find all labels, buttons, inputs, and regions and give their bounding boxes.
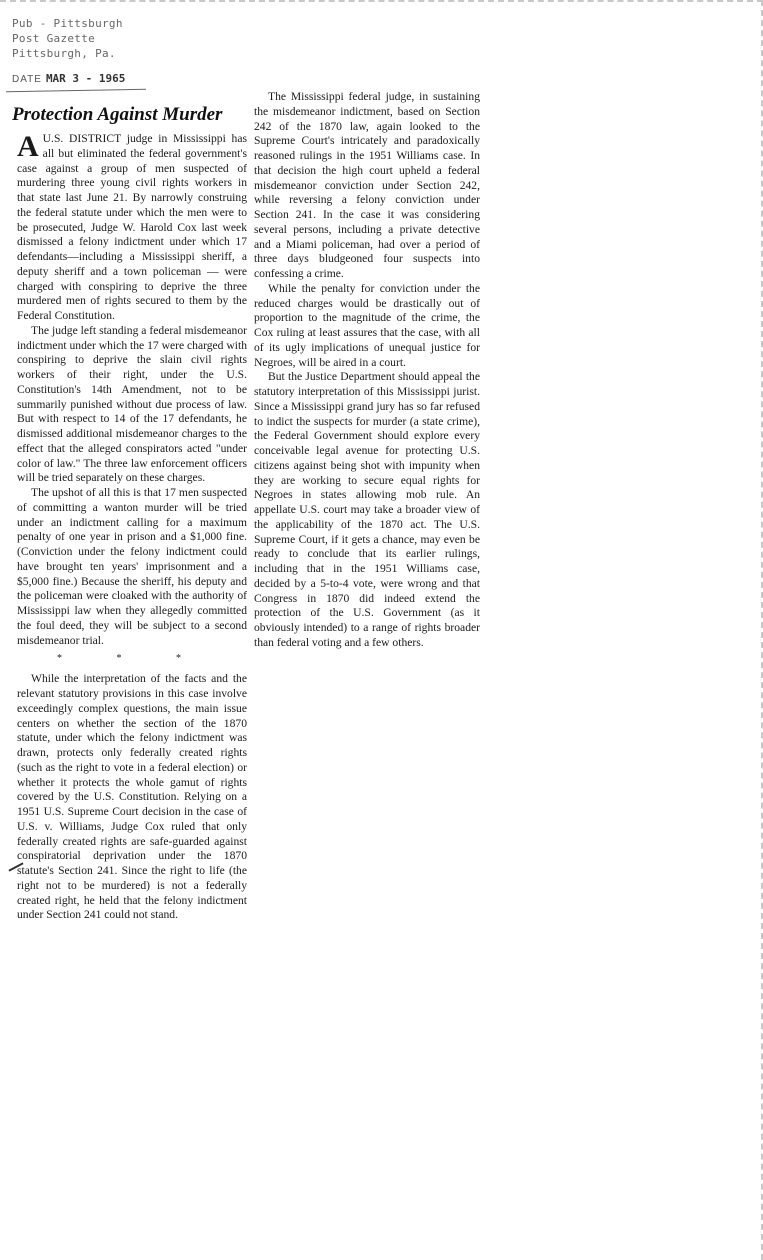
date-label: DATE [12, 74, 42, 85]
drop-cap: A [17, 130, 39, 163]
paragraph: The Mississippi federal judge, in sustaining the misdemeanor indictment, based on Section 242 of the 1870 law, again looked to the Supreme Court's intricately and paradoxically reasoned rulings in the 1951 Williams case. In that decision the high court upheld a federal misdemeanor conviction under Section 242, while reversing a felony conviction under Section 241. In the case it was considering several persons, including a private detective and a Miami policeman, had over a period of three days bludgeoned four suspects into confessing a crime. [254, 90, 480, 280]
page-top-edge [0, 0, 763, 5]
paragraph: While the interpretation of the facts and the relevant statutory provisions in this case involve exceedingly complex questions, the main issue centers on whether the section of the 1870 statute, under which the felony indictment was drawn, protects only federally created rights (such as the right to vote in a federal election) or whether it protects the whole gamut of rights covered by the U.S. Constitution. Relying on a 1951 U.S. Supreme Court decision in the case of U.S. v. Williams, Judge Cox ruled that only federally created rights are safe-guarded against conspiratorial deprivation under the 1870 statute's Section 241. Since the right to life (the right not to be murdered) is not a federally created right, he held that the felony indictment under Section 241 could not stand. [17, 672, 247, 922]
page-right-edge [758, 0, 763, 1260]
paragraph: But the Justice Department should appeal the statutory interpretation of this Mississippi jurist. Since a Mississippi grand jury has so far refused to indict the suspects for murder (a state crime), the Federal Government should explore every conceivable legal avenue for protecting U.S. citizens against being shot with impunity when they are working to secure equal rights for Negroes in states allowing mob rule. An appellate U.S. court may take a broader view of the applicability of the 1870 act. The U.S. Supreme Court, if it gets a chance, may even be ready to conclude that its earlier rulings, including that in the 1951 Williams case, decided by a 5-to-4 vote, were wrong and that Congress in 1870 did indeed extend the protection of the U.S. Government (as it obviously intended) to a range of rights broader than federal voting and a few others. [254, 370, 480, 649]
date-underline [6, 89, 146, 92]
stamp-paper: Post Gazette [12, 32, 96, 45]
article-column-2 [254, 90, 480, 651]
paragraph: While the penalty for conviction under the reduced charges would be drastically out of proportion to the magnitude of the crime, the Cox ruling at least assures that the case, with all of its ugly implications of unequal justice for Negroes, will be aired in a court. [254, 281, 480, 369]
paragraph: A U.S. DISTRICT judge in Mississippi has all but eliminated the federal government's case against a group of men suspected of murdering three young civil rights workers in that state last June 21. By narrowly construing the federal statute under which the men were to be prosecuted, Judge W. Harold Cox last week dismissed a felony indictment under which 17 defendants—including a Mississippi sheriff, a deputy sheriff and a town policeman — were charged with conspiring to deprive the three murdered men of rights secured to them by the Federal Constitution. [17, 130, 247, 322]
article-headline: Protection Against Murder [12, 104, 223, 125]
paragraph: The judge left standing a federal misdemeanor indictment under which the 17 were charged with conspiring to deprive the slain civil rights workers of their right, under the U.S. Constitution's 14th Amendment, not to be summarily punished without due process of law. But with respect to 14 of the 17 defendants, he dismissed additional misdemeanor charges to the effect that the alleged conspirators acted "under color of law." The three law enforcement officers will be tried separately on these charges. [17, 323, 247, 485]
article-column-1 [17, 132, 247, 923]
stamp-city: Pittsburgh, Pa. [12, 47, 116, 60]
date-stamp [12, 72, 125, 85]
section-separator: * * * [57, 653, 207, 665]
publication-stamp [12, 16, 123, 61]
stamp-publication: Pub - Pittsburgh [12, 17, 123, 30]
date-value: MAR 3 - 1965 [45, 72, 126, 85]
paragraph: The upshot of all this is that 17 men suspected of committing a wanton murder will be tried under an indictment calling for a maximum penalty of one year in prison and a $1,000 fine. (Conviction under the felony indictment could have brought ten years' imprisonment and a $5,000 fine.) Because the sheriff, his deputy and the policeman were cloaked with the authority of Mississippi law when they allegedly committed the foul deed, they will be subject to a second misdemeanor trial. [17, 486, 247, 647]
